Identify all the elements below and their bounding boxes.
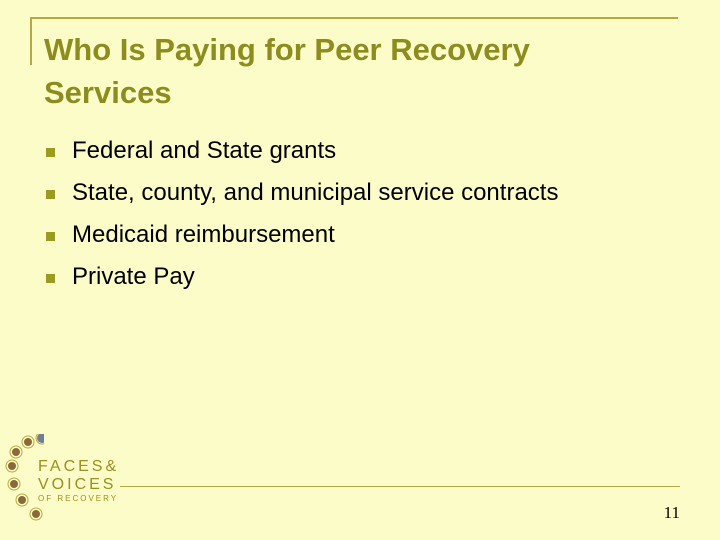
- square-bullet-icon: [46, 190, 55, 199]
- logo-text-voices: VOICES: [38, 476, 117, 493]
- bullet-text: Private Pay: [72, 263, 195, 290]
- bullet-list: [46, 130, 558, 298]
- title-frame-left-line: [30, 17, 32, 65]
- page-number: 11: [663, 503, 680, 522]
- square-bullet-icon: [46, 274, 55, 283]
- faces-and-voices-logo: [4, 434, 118, 526]
- bullet-item: [46, 172, 558, 214]
- logo-text-recovery: OF RECOVERY: [38, 494, 119, 503]
- slide-title: Who Is Paying for Peer Recovery Services: [44, 32, 530, 110]
- bullet-item: [46, 214, 558, 256]
- bullet-text: Medicaid reimbursement: [72, 221, 335, 248]
- bullet-item: [46, 130, 558, 172]
- footer-divider: [120, 486, 680, 487]
- bullet-text: State, county, and municipal service contracts: [72, 179, 559, 206]
- title-frame-top-line: [30, 17, 678, 19]
- logo-text-faces: FACES&: [38, 458, 120, 475]
- square-bullet-icon: [46, 148, 55, 157]
- bullet-text: Federal and State grants: [72, 137, 337, 164]
- square-bullet-icon: [46, 232, 55, 241]
- bullet-item: [46, 256, 558, 298]
